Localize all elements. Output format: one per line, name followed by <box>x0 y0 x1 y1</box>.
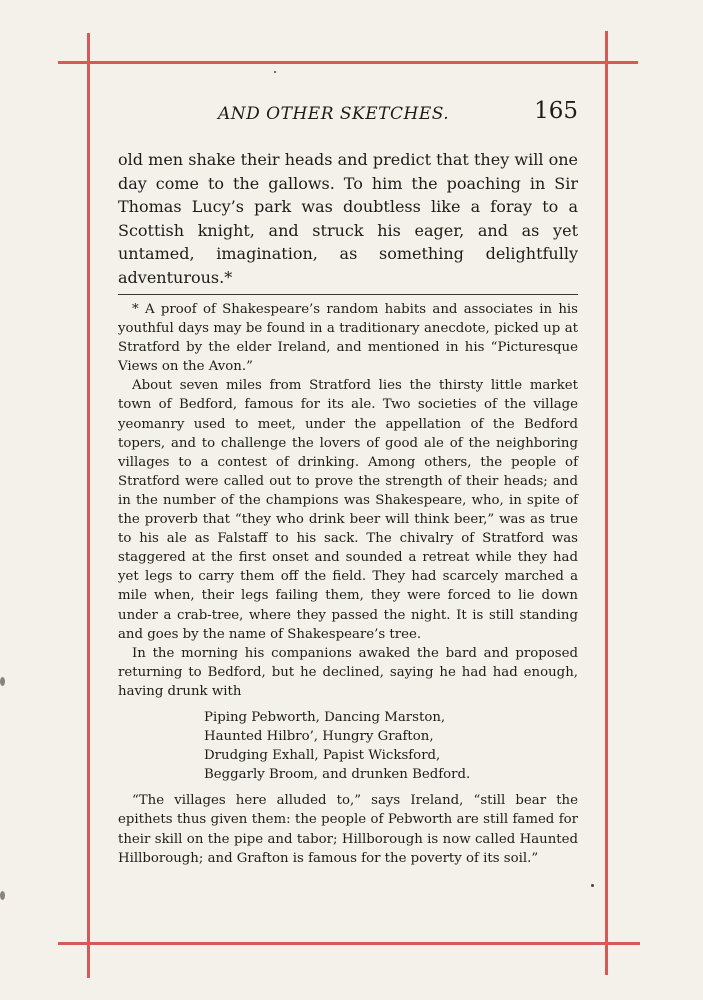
page-header <box>118 98 578 132</box>
verse-line-2: Haunted Hilbro’, Hungry Grafton, <box>204 729 434 745</box>
binding-hole <box>0 891 5 900</box>
binding-hole <box>0 677 5 686</box>
page-number: 165 <box>534 98 578 124</box>
footnote-divider <box>118 294 578 295</box>
ink-speck <box>591 884 594 887</box>
verse-block <box>204 708 578 784</box>
footnote <box>118 300 578 868</box>
footnote-paragraph-3: In the morning his companions awaked the bard and proposed returning to Bedford, but he declined, saying he had had enough, having drunk with <box>118 645 578 699</box>
running-head: AND OTHER SKETCHES. <box>218 104 450 124</box>
border-rule-left <box>87 33 90 978</box>
verse-line-4: Beggarly Broom, and drunken Bedford. <box>204 767 471 783</box>
main-paragraph: old men shake their heads and predict that they will one day come to the gallows. To him the poaching in Sir Thomas Lucy’s park was doubtless like a foray to a Scottish knight, and struck his eager, and as yet untamed, imagination, as something delightfully adventurous.* <box>118 150 578 287</box>
border-rule-top <box>58 61 638 64</box>
verse-line-3: Drudging Exhall, Papist Wicksford, <box>204 748 441 764</box>
verse-line-1: Piping Pebworth, Dancing Marston, <box>204 709 446 725</box>
footnote-paragraph-1: * A proof of Shakespeare’s random habits and associates in his youthful days may be found in a traditionary anecdote, picked up at Stratford by the elder Ireland, and mentioned in his “Picturesque Views on the Avon.” <box>118 302 578 375</box>
ink-speck <box>274 71 276 73</box>
footnote-paragraph-2: About seven miles from Stratford lies the thirsty little market town of Bedford, famous for its ale. Two societies of the village yeomanry used to meet, under the appellation of the Bedford topers, and to challenge the lovers of good ale of the neighboring villages to a contest of drinking. Among others, the people of Stratford were called out to prove the strength of their heads; and in the number of the champions was Shakespeare, who, in spite of the proverb that “they who drink beer will think beer,” was as true to his ale as Falstaff to his sack. The chivalry of Stratford was staggered at the first onset and sounded a retreat while they had yet legs to carry them off the field. They had scarcely marched a mile when, their legs failing them, they were forced to lie down under a crab-tree, where they passed the night. It is still standing and goes by the name of Shakespeare’s tree. <box>118 378 578 642</box>
border-rule-right <box>605 31 608 975</box>
border-rule-bottom <box>58 942 640 945</box>
footnote-closing: “The villages here alluded to,” says Ireland, “still bear the epithets thus given them: the people of Pebworth are still famed for their skill on the pipe and tabor; Hillborough is now called Haunted Hillborough; and Grafton is famous for the poverty of its soil.” <box>118 793 578 866</box>
main-text <box>118 148 578 289</box>
